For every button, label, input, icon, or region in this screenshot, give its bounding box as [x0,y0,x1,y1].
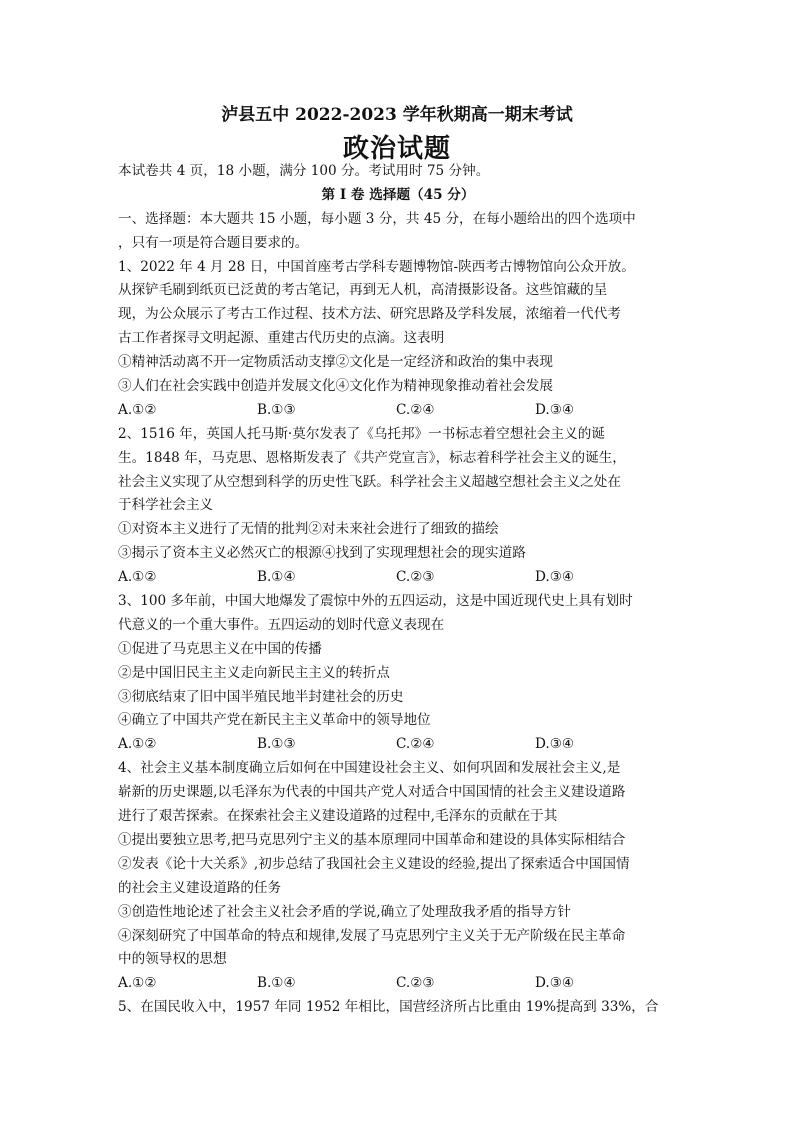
answer-options [118,972,678,996]
option-c: C.②④ [396,401,435,418]
question-item: ③彻底结束了旧中国半殖民地半封建社会的历史 [118,688,404,705]
question-item: ①促进了马克思主义在中国的传播 [118,640,322,657]
question-stem-line: 代意义的一个重大事件。五四运动的划时代意义表现在 [118,616,445,633]
question-item: ④深刻研究了中国革命的特点和规律,发展了马克思列宁主义关于无产阶级在民主革命 [118,927,626,944]
question-stem-line: 生。1848 年，马克思、恩格斯发表了《共产党宣言》，标志着科学社会主义的诞生， [118,449,626,466]
option-b: B.①③ [257,736,296,753]
option-a: A.①② [118,569,157,586]
option-c: C.②③ [396,569,435,586]
question-item: ③创造性地论述了社会主义社会矛盾的学说,确立了处理敌我矛盾的指导方针 [118,903,571,920]
instruction-line: ，只有一项是符合题目要求的。 [118,234,309,251]
question-stem-line: 1、2022 年 4 月 28 日，中国首座考古学科专题博物馆-陕西考古博物馆向公众开放。 [118,258,635,275]
option-d: D.③④ [535,736,575,753]
instruction-line: 一、选择题：本大题共 15 小题，每小题 3 分，共 45 分，在每小题给出的四个选项中 [118,210,636,227]
question-stem-line: 于科学社会主义 [118,497,214,514]
question-item: 中的领导权的思想 [118,951,227,968]
answer-options [118,733,678,757]
option-b: B.①③ [257,401,296,418]
option-b: B.①④ [257,975,296,992]
option-b: B.①④ [257,569,296,586]
question-2 [118,423,678,590]
exam-info: 本试卷共 4 页，18 小题，满分 100 分。考试用时 75 分钟。 [118,163,490,179]
question-stem-line: 5、在国民收入中，1957 年同 1952 年相比，国营经济所占比重由 19%提高到 33%，合 [118,999,659,1016]
question-item: ①精神活动离不开一定物质活动支撑②文化是一定经济和政治的集中表现 [118,354,553,371]
exam-subject: 政治试题 [342,134,451,164]
option-a: A.①② [118,401,157,418]
question-stem-line: 4、社会主义基本制度确立后如何在中国建设社会主义、如何巩固和发展社会主义,是 [118,760,621,777]
option-c: C.②④ [396,736,435,753]
option-d: D.③④ [535,401,575,418]
question-stem-line: 古工作者探寻文明起源、重建古代历史的点滴。这表明 [118,330,445,347]
question-stem-line: 崭新的历史课题,以毛泽东为代表的中国共产党人对适合中国国情的社会主义建设道路 [118,784,626,801]
question-item: 的社会主义建设道路的任务 [118,879,282,896]
question-item: ①提出要独立思考,把马克思列宁主义的基本原理同中国革命和建设的具体实际相结合 [118,831,626,848]
answer-options [118,399,678,423]
question-stem-line: 从探铲毛刷到纸页已泛黄的考古笔记，再到无人机，高清摄影设备。这些馆藏的呈 [118,282,608,299]
question-item: ③揭示了资本主义必然灭亡的根源④找到了实现理想社会的现实道路 [118,545,526,562]
question-4 [118,757,678,996]
question-stem-line: 进行了艰苦探索。在探索社会主义建设道路的过程中,毛泽东的贡献在于其 [118,808,558,825]
exam-title: 泸县五中 2022-2023 学年秋期高一期末考试 [221,105,573,125]
question-stem-line: 现，为公众展示了考古工作过程、技术方法、研究思路及学科发展，浓缩着一代代考 [118,306,621,323]
question-stem-line: 3、100 多年前，中国大地爆发了震惊中外的五四运动，这是中国近现代史上具有划时 [118,593,633,610]
question-item: ③人们在社会实践中创造并发展文化④文化作为精神现象推动着社会发展 [118,378,553,395]
question-1 [118,256,678,423]
question-item: ①对资本主义进行了无情的批判②对未来社会进行了细致的描绘 [118,521,499,538]
option-d: D.③④ [535,975,575,992]
question-stem-line: 2、1516 年，英国人托马斯·莫尔发表了《乌托邦》一书标志着空想社会主义的诞 [118,425,605,442]
option-a: A.①② [118,975,157,992]
exam-body [118,160,678,1020]
question-item: ②是中国旧民主主义走向新民主主义的转折点 [118,664,390,681]
question-3 [118,590,678,757]
answer-options [118,566,678,590]
question-item: ②发表《论十大关系》,初步总结了我国社会主义建设的经验,提出了探索适合中国国情 [118,855,630,872]
question-5 [118,996,678,1020]
option-c: C.②③ [396,975,435,992]
option-a: A.①② [118,736,157,753]
section-heading: 第 I 卷 选择题（45 分） [321,186,475,203]
question-stem-line: 社会主义实现了从空想到科学的历史性飞跃。科学社会主义超越空想社会主义之处在 [118,473,621,490]
option-d: D.③④ [535,569,575,586]
question-item: ④确立了中国共产党在新民主主义革命中的领导地位 [118,712,431,729]
